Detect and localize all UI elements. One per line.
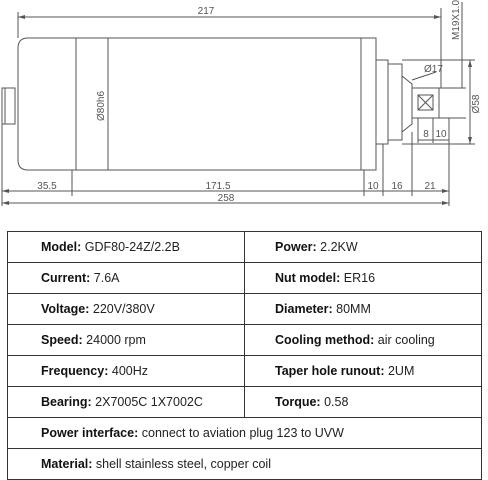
spec-label: Nut model:: [275, 271, 341, 285]
arrow-top-left: [18, 15, 25, 19]
spec-value: 2X7005C 1X7002C: [91, 395, 203, 409]
dim-text-8: 8: [423, 129, 429, 140]
spec-cell-bearing: [8, 387, 245, 418]
spec-value: air cooling: [374, 333, 435, 347]
spec-label: Bearing:: [41, 395, 92, 409]
spec-label: Material:: [41, 457, 93, 471]
spec-row-current: [8, 263, 482, 294]
spec-cell-power: [245, 232, 482, 263]
spec-value: 80MM: [332, 302, 371, 316]
spec-label: Model:: [41, 240, 82, 254]
dim-text-258: 258: [217, 193, 235, 204]
spec-row-model: [8, 232, 482, 263]
spec-label: Torque:: [275, 395, 321, 409]
spec-cell-nut-model: [245, 263, 482, 294]
arrow-top-right: [434, 15, 441, 19]
rear-connector-outline: [2, 88, 15, 124]
spec-cell-material: [8, 449, 482, 480]
spec-row-material: [8, 449, 482, 480]
spec-cell-speed: [8, 325, 245, 356]
spec-label: Current:: [41, 271, 91, 285]
arrow-chain-right: [442, 189, 449, 193]
spec-cell-voltage: [8, 294, 245, 325]
spec-value: 400Hz: [108, 364, 148, 378]
spec-cell-runout: [245, 356, 482, 387]
spec-value: shell stainless steel, copper coil: [92, 457, 271, 471]
spec-table: [7, 231, 482, 480]
spec-value: connect to aviation plug 123 to UVW: [138, 426, 344, 440]
arrow-chain-left: [2, 189, 9, 193]
spec-cell-frequency: [8, 356, 245, 387]
spec-value: 2UM: [384, 364, 415, 378]
arrow-total-right: [442, 201, 449, 205]
spec-cell-model: [8, 232, 245, 263]
arrow-flange-top: [468, 60, 472, 67]
spec-label: Taper hole runout:: [275, 364, 385, 378]
spec-value: 7.6A: [90, 271, 120, 285]
spec-cell-diameter: [245, 294, 482, 325]
dim-text-body-dia: Ø80h6: [96, 90, 107, 122]
spec-row-power-interface: [8, 418, 482, 449]
dim-text-35-5: 35.5: [37, 181, 57, 192]
spec-row-voltage: [8, 294, 482, 325]
spec-label: Cooling method:: [275, 333, 375, 347]
spec-row-frequency: [8, 356, 482, 387]
dim-text-10-bottom: 10: [367, 181, 379, 192]
flange-outline: [376, 60, 388, 144]
spec-label: Voltage:: [41, 302, 90, 316]
spec-label: Diameter:: [275, 302, 333, 316]
spec-cell-power-interface: [8, 418, 482, 449]
spec-value: ER16: [340, 271, 376, 285]
spec-row-speed: [8, 325, 482, 356]
dim-text-171-5: 171.5: [205, 181, 231, 192]
spec-row-bearing: [8, 387, 482, 418]
arrow-flange-bottom: [468, 137, 472, 144]
spec-cell-cooling: [245, 325, 482, 356]
spec-cell-torque: [245, 387, 482, 418]
spec-label: Power interface:: [41, 426, 139, 440]
dim-text-16: 16: [391, 181, 403, 192]
dim-text-10-right: 10: [435, 129, 447, 140]
spec-cell-current: [8, 263, 245, 294]
spec-label: Frequency:: [41, 364, 109, 378]
spec-value: 24000 rpm: [82, 333, 146, 347]
dim-text-21: 21: [424, 181, 436, 192]
spindle-technical-drawing: [0, 0, 488, 225]
spec-label: Power:: [275, 240, 317, 254]
spec-value: 2.2KW: [316, 240, 358, 254]
nut-outline: [402, 76, 412, 132]
spec-value: 220V/380V: [89, 302, 155, 316]
spec-value: 0.58: [320, 395, 349, 409]
dim-text-thread: M19X1.0: [451, 0, 462, 41]
spec-value: GDF80-24Z/2.2B: [81, 240, 180, 254]
dim-text-217: 217: [197, 6, 215, 17]
arrow-total-left: [2, 201, 9, 205]
dim-text-flange-dia: Ø58: [471, 94, 482, 114]
motor-body-outline: [18, 38, 376, 170]
nose-outline: [388, 64, 402, 140]
dim-text-small-dia: Ø17: [424, 64, 443, 75]
spec-label: Speed:: [41, 333, 83, 347]
